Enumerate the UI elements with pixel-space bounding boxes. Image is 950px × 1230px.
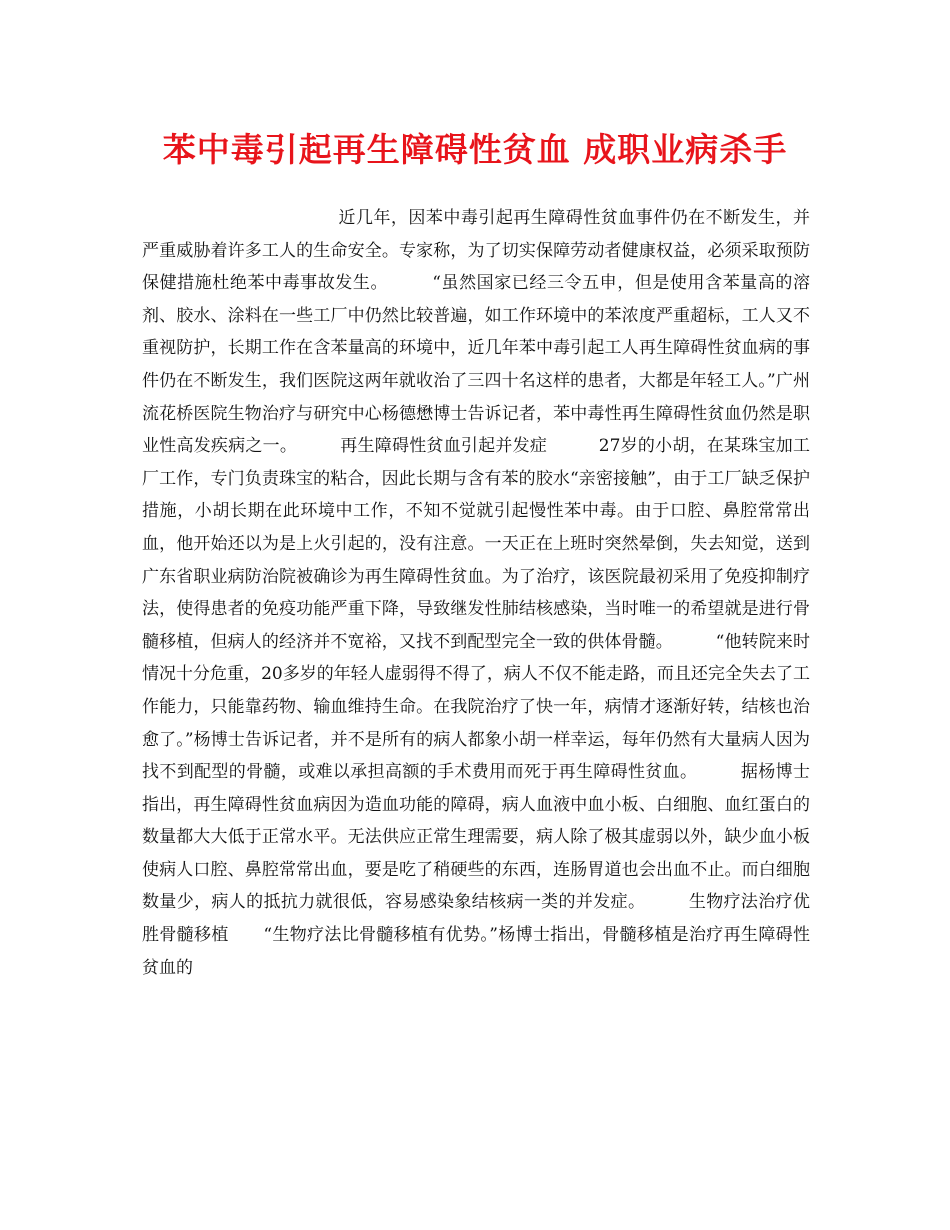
body-paragraph — [142, 202, 810, 984]
document-title: 苯中毒引起再生障碍性贫血 成职业病杀手 — [162, 130, 788, 169]
body-text: 近几年，因苯中毒引起再生障碍性贫血事件仍在不断发生，并严重威胁着许多工人的生命安全。专家称，为了切实保障劳动者健康权益，必须采取预防保健措施杜绝苯中毒事故发生。 “虽然国家已经三令五申，但是使用含苯量高的溶剂、胶水、涂料在一些工厂中仍然比较普遍，如工作环境中的苯浓度严重超标，工人又不重视防护，长期工作在含苯量高的环境中，近几年苯中毒引起工人再生障碍性贫血病的事件仍在不断发生，我们医院这两年就收治了三四十名这样的患者，大都是年轻工人。”广州流花桥医院生物治疗与研究中心杨德懋博士告诉记者，苯中毒性再生障碍性贫血仍然是职业性高发疾病之一。 再生障碍性贫血引起并发症 27岁的小胡，在某珠宝加工厂工作，专门负责珠宝的粘合，因此长期与含有苯的胶水“亲密接触”，由于工厂缺乏保护措施，小胡长期在此环境中工作，不知不觉就引起慢性苯中毒。由于口腔、鼻腔常常出血，他开始还以为是上火引起的，没有注意。一天正在上班时突然晕倒，失去知觉，送到广东省职业病防治院被确诊为再生障碍性贫血。为了治疗，该医院最初采用了免疫抑制疗法，使得患者的免疫功能严重下降，导致继发性肺结核感染，当时唯一的希望就是进行骨髓移植，但病人的经济并不宽裕，又找不到配型完全一致的供体骨髓。 “他转院来时情况十分危重，20多岁的年轻人虚弱得不得了，病人不仅不能走路，而且还完全失去了工作能力，只能靠药物、输血维持生命。在我院治疗了快一年，病情才逐渐好转，结核也治愈了。”杨博士告诉记者，并不是所有的病人都象小胡一样幸运，每年仍然有大量病人因为找不到配型的骨髓，或难以承担高额的手术费用而死于再生障碍性贫血。 据杨博士指出，再生障碍性贫血病因为造血功能的障碍，病人血液中血小板、白细胞、血红蛋白的数量都大大低于正常水平。无法供应正常生理需要，病人除了极其虚弱以外，缺少血小板使病人口腔、鼻腔常常出血，要是吃了稍硬些的东西，连肠胃道也会出血不止。而白细胞数量少，病人的抵抗力就很低，容易感染象结核病一类的并发症。 生物疗法治疗优胜骨髓移植 “生物疗法比骨髓移植有优势。”杨博士指出，骨髓移植是治疗再生障碍性贫血的 — [142, 208, 810, 978]
